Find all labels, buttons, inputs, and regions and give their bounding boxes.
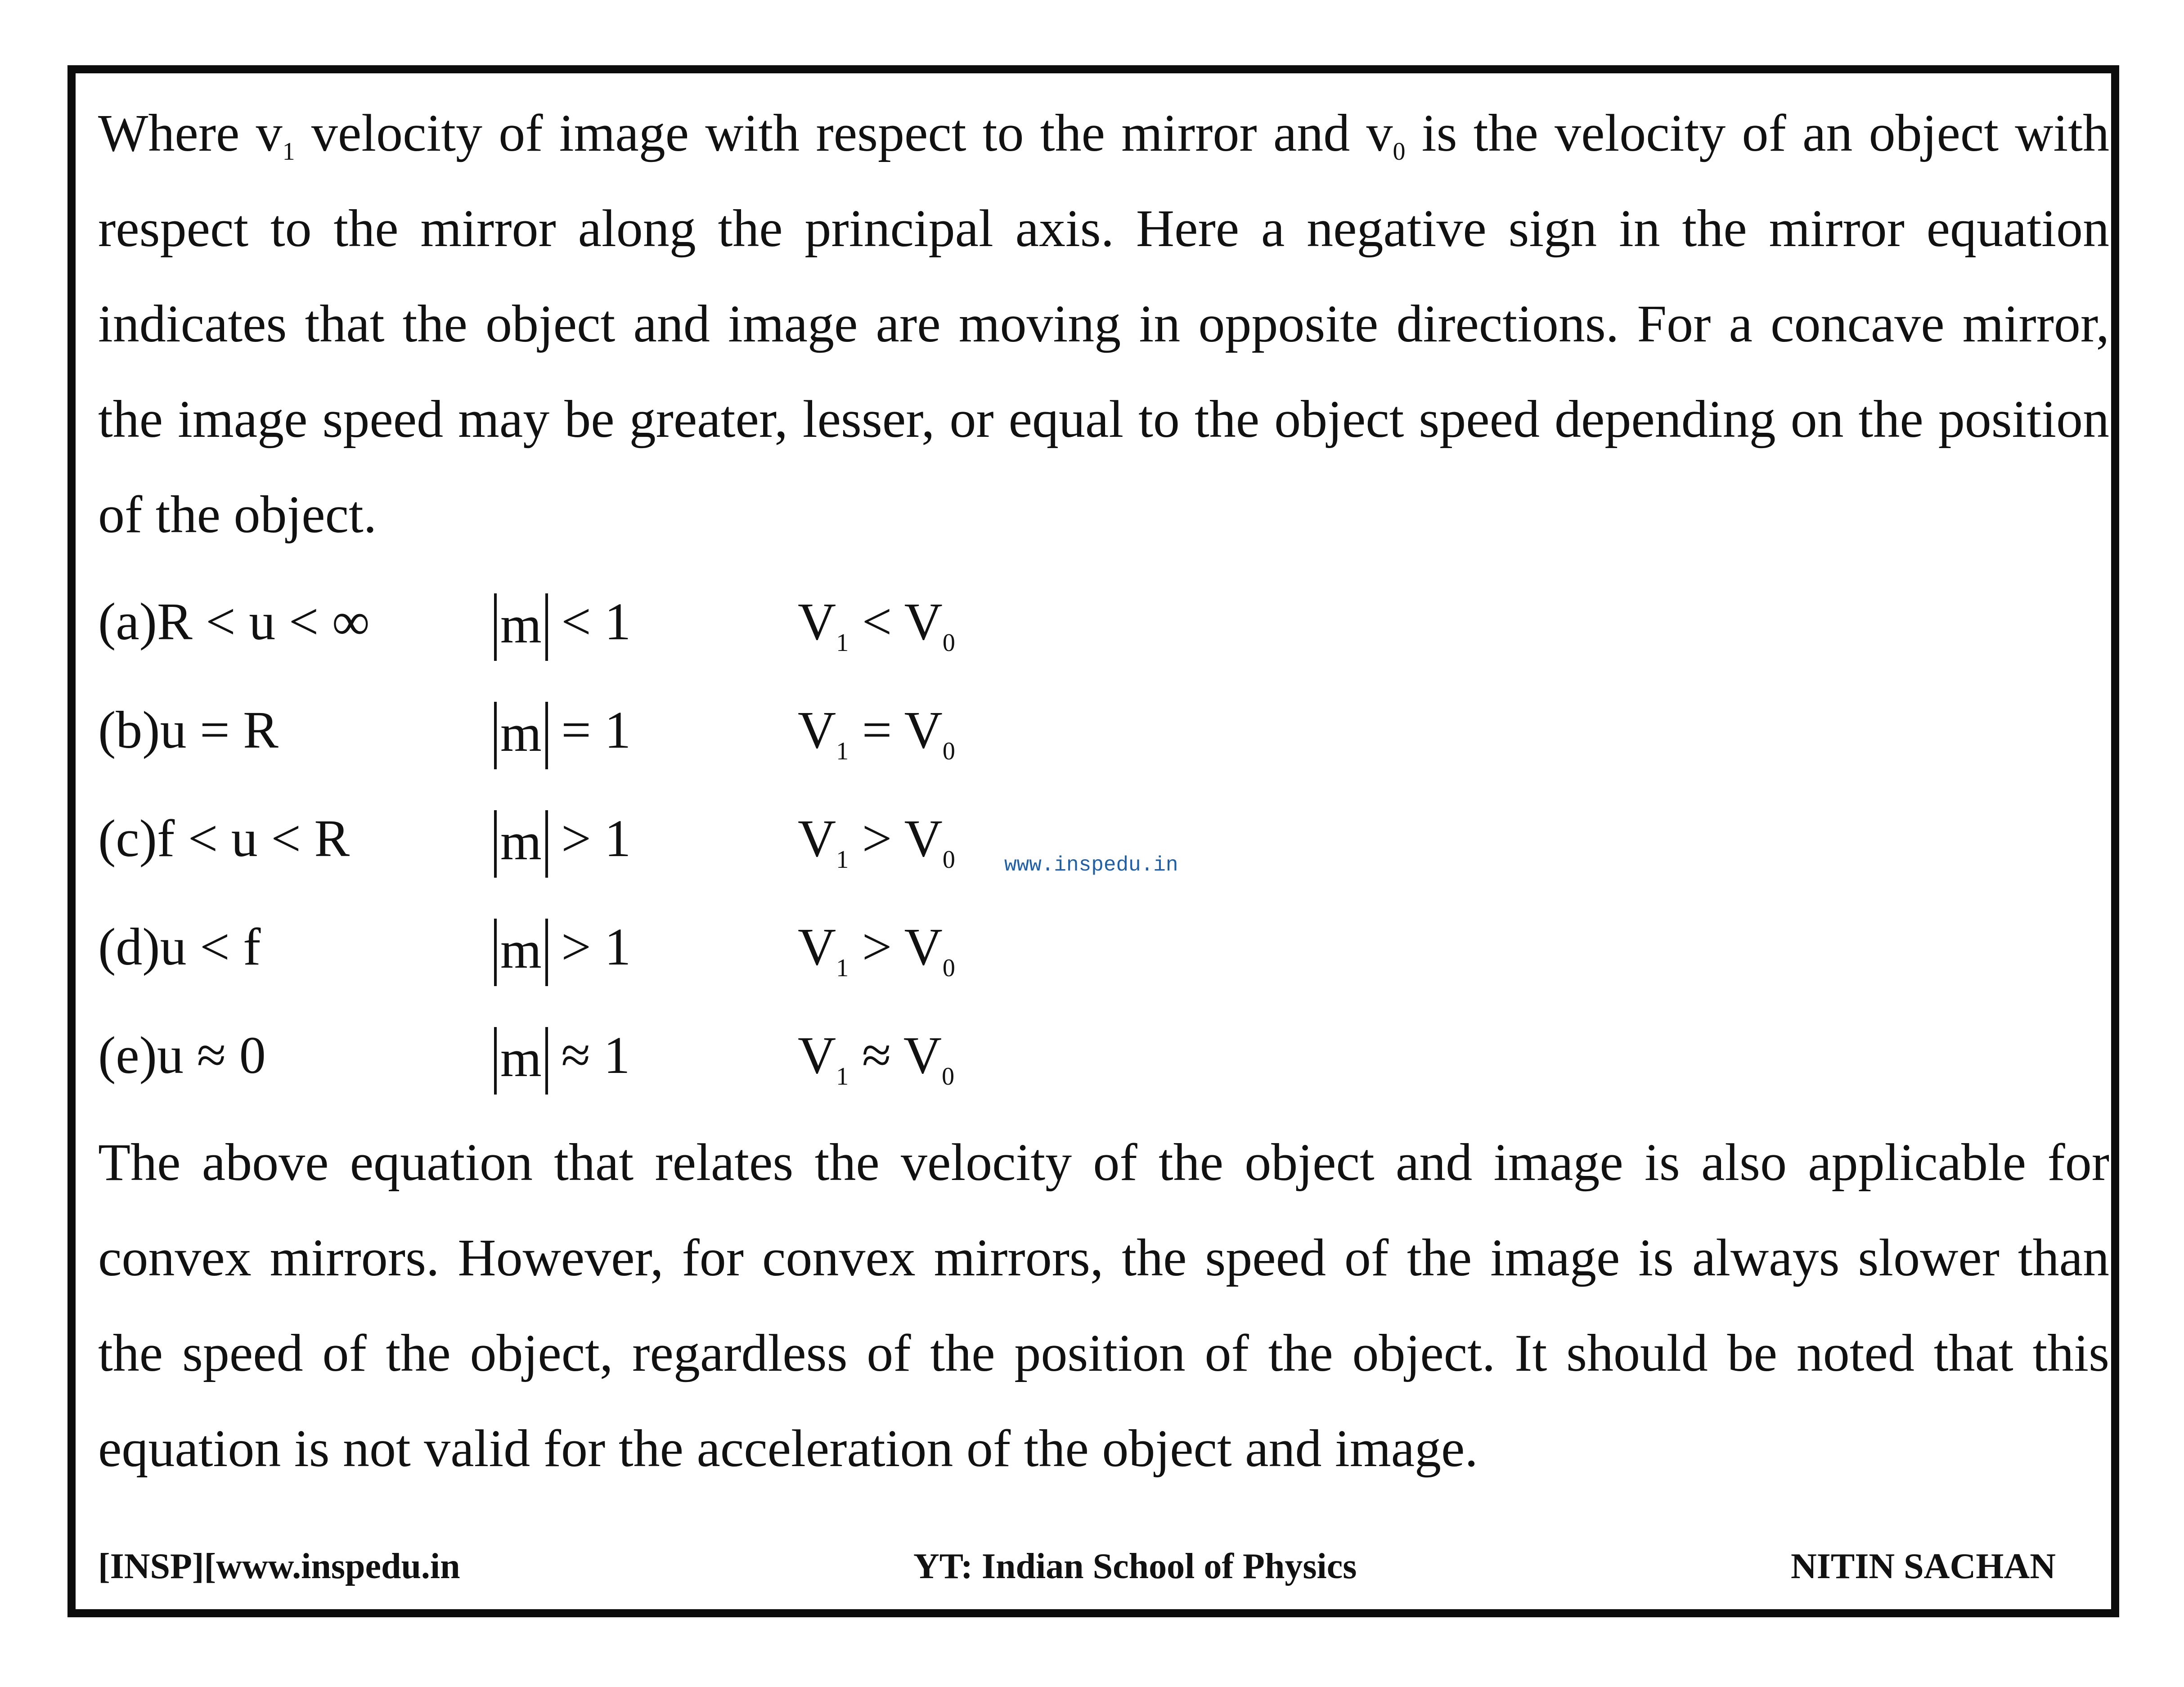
case-magnification: m > 1: [494, 785, 631, 893]
case-magnification: m ≈ 1: [494, 1001, 630, 1109]
case-velocity: $V_1 > V_0$: [798, 917, 955, 982]
footer-author: NITIN SACHAN: [1791, 1547, 2056, 1586]
case-magnification: m < 1: [494, 568, 631, 676]
case-condition: (d)u < f: [98, 917, 261, 976]
case-condition: (b)u = R: [98, 700, 279, 759]
case-velocity: $V_1 < V_0$: [798, 592, 955, 657]
case-condition: (a)R < u < ∞: [98, 592, 370, 651]
case-velocity: $V_1 = V_0$: [798, 700, 955, 765]
case-velocity: $V_1 \approx V_0$: [798, 1026, 955, 1090]
case-magnification: m > 1: [494, 893, 631, 1001]
intro-paragraph: Where $v_1$ velocity of image with respect to the mirror and $v_0$ is the velocity of an object with respect to the mirror along the principal axis. Here a negative sign in the mirror equation indicates that the object and image are moving in opposite directions. For a concave mirror, the image speed may be greater, lesser, or equal to the object speed depending on the position of the object.: [98, 103, 2110, 544]
case-magnification: m = 1: [494, 676, 631, 784]
case-condition: (c)f < u < R: [98, 809, 350, 868]
case-velocity: $V_1 > V_0$: [798, 809, 955, 874]
footer-website: [INSP][www.inspedu.in: [98, 1547, 460, 1586]
case-condition: (e)u ≈ 0: [98, 1026, 266, 1085]
footer-youtube: YT: Indian School of Physics: [913, 1547, 1357, 1586]
watermark-url[interactable]: www.inspedu.in: [1004, 853, 1178, 877]
closing-paragraph: The above equation that relates the velocity of the object and image is also applicable for convex mirrors. However, for convex mirrors, the speed of the image is always slower than the speed of the object, regardless of the position of the object. It should be noted that this equation is not valid for the acceleration of the object and image.: [98, 1133, 2109, 1478]
